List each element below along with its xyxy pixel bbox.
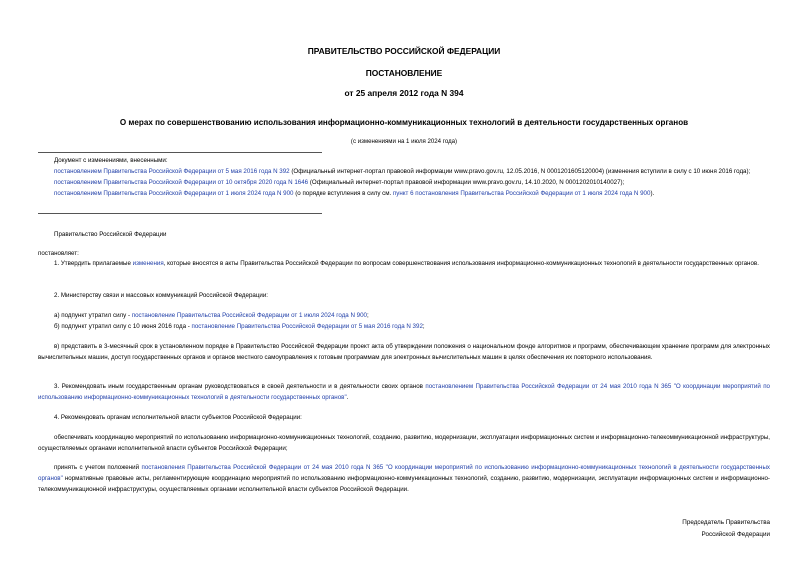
resolves-line: постановляет: [38,250,79,257]
document-title: О мерах по совершенствованию использования информационно-коммуникационных технологий в деятельности государственных органов [119,118,689,127]
paragraph-2b: б) подпункт утратил силу с 10 июня 2016 года - постановление Правительства Российской Федерации от 5 мая 2016 года N 392; [54,323,425,330]
paragraph-4b: принять с учетом положений постановления Правительства Российской Федерации от 24 мая 2010 года N 365 "О координации мероприятий по использованию информационно-коммуникационных технологий в деятельности государственных органов" нормативные правовые акты, регламентирующие координацию мероприятий по использованию информационно-коммуникационных технологий, созданию, развитию, модернизации, эксплуатации информационных систем и информационно-телекоммуникационной инфраструктуры, осуществляемых органами исполнительной власти субъектов Российской Федерации. [38,464,770,493]
change-3-link[interactable]: постановлением Правительства Российской Федерации от 1 июля 2024 года N 900 [54,190,294,197]
paragraph-4: 4. Рекомендовать органам исполнительной власти субъектов Российской Федерации: [54,414,302,421]
p3-link[interactable]: постановлением Правительства Российской Федерации от 24 мая 2010 года N 365 "О координации мероприятий по использованию информационно-коммуникационных технологий в деятельности государственных органов" [38,383,770,401]
p2b-link[interactable]: постановление Правительства Российской Федерации от 5 мая 2016 года N 392 [191,323,423,330]
change-1-text: (Официальный интернет-портал правовой информации www.pravo.gov.ru, 12.05.2016, N 0001201605120004) (изменения вступили в силу с 10 июня 2016 года); [289,168,751,175]
p2a-link[interactable]: постановление Правительства Российской Федерации от 1 июля 2024 года N 900 [131,312,367,319]
signature-block [682,517,770,541]
change-item-1 [38,166,770,177]
change-2-text: (Официальный интернет-портал правовой информации www.pravo.gov.ru, 14.10.2020, N 0001202010140027); [308,179,625,186]
paragraph-4a: обеспечивать координацию мероприятий по использованию информационно-коммуникационных технологий, созданию, развитию, модернизации, эксплуатации информационных систем и информационно-телекоммуникационной инфраструктуры, осуществляемых органами исполнительной власти субъектов Российской Федерации; [38,434,770,452]
signature-line-1: Председатель Правительства [682,519,770,526]
p1-text-a: 1. Утвердить прилагаемые [54,260,133,267]
change-1-link[interactable]: постановлением Правительства Российской Федерации от 5 мая 2016 года N 392 [54,168,290,175]
change-item-3 [38,188,770,199]
changes-heading: Документ с изменениями, внесенными: [54,157,168,164]
change-item-2 [38,177,770,188]
document-type-heading: ПОСТАНОВЛЕНИЕ [365,68,443,78]
change-3-point-link[interactable]: пункт 6 постановления Правительства Российской Федерации от 1 июля 2024 года N 900 [392,190,651,197]
paragraph-1 [38,258,770,269]
document-subtitle: (с изменениями на 1 июля 2024 года) [350,138,458,145]
paragraph-2a: а) подпункт утратил силу - постановление Правительства Российской Федерации от 1 июля 2024 года N 900; [54,312,369,319]
signature-line-2: Российской Федерации [701,531,770,538]
change-3-mid: (о порядке вступления в силу см. [293,190,393,197]
government-line: Правительство Российской Федерации [54,231,167,238]
paragraph-2: 2. Министерству связи и массовых коммуникаций Российской Федерации: [54,292,269,299]
change-2-link[interactable]: постановлением Правительства Российской Федерации от 10 октября 2020 года N 1646 [54,179,309,186]
p1-changes-link[interactable]: изменения [132,260,164,267]
p1-text-b: , которые вносятся в акты Правительства Российской Федерации по вопросам совершенствования использования информационно-коммуникационных технологий в деятельности государственных органов. [163,260,759,267]
p4b-link[interactable]: постановления Правительства Российской Федерации от 24 мая 2010 года N 365 "О координации мероприятий по использованию информационно-коммуникационных технологий в деятельности государственных органов" [38,464,770,482]
changes-block [38,155,770,199]
top-divider [38,152,322,153]
government-heading: ПРАВИТЕЛЬСТВО РОССИЙСКОЙ ФЕДЕРАЦИИ [307,46,501,56]
document-date: от 25 апреля 2012 года N 394 [344,88,464,98]
paragraph-2c: в) представить в 3-месячный срок в установленном порядке в Правительство Российской Федерации проект акта об утверждении положения о национальном фонде алгоритмов и программ, обеспечивающем хранение программ для электронных вычислительных машин, доступ государственных органов и органов местного самоуправления к готовым программам для электронных вычислительных машин в целях обеспечения их повторного использования. [38,343,770,361]
change-3-end: ). [650,190,655,197]
paragraph-3: 3. Рекомендовать иным государственным органам руководствоваться в своей деятельности и в деятельности своих органов постановлением Правительства Российской Федерации от 24 мая 2010 года N 365 "О координации мероприятий по использованию информационно-коммуникационных технологий в деятельности государственных органов". [38,383,770,401]
bottom-divider [38,213,322,214]
